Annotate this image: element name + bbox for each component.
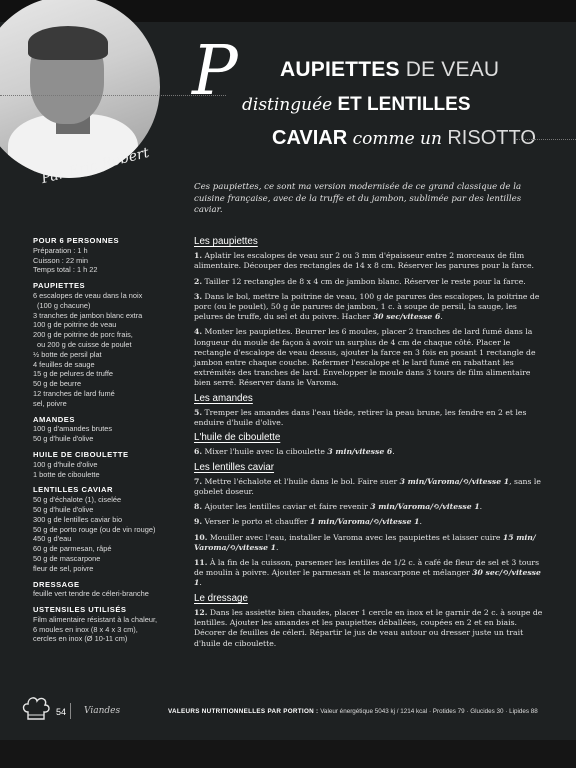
step: 12. Dans les assiette bien chaudes, placer 1 cercle en inox et le garnir de 2 c. à soupe de lentilles. Ajouter les amandes et les paupiettes déballées, coupées en 2 et en biais. Décorer de feuilles de céleri. Répartir le jus de veau autour ou dresser juste un trait d'huile de ciboulette. — [194, 607, 543, 648]
ingredient: feuille vert tendre de céleri-branche — [33, 589, 149, 599]
footer-divider — [70, 703, 71, 719]
step: 1. Aplatir les escalopes de veau sur 2 ou 3 mm d'épaisseur entre 2 morceaux de film alimentaire. Découper des rectangles de 14 x 8 cm. Réserver les parures pour la farce. — [194, 251, 534, 271]
title-initial: P — [192, 32, 238, 111]
ingredient: 3 tranches de jambon blanc extra — [33, 310, 143, 320]
step: 3. Dans le bol, mettre la poitrine de veau, 100 g de parures des escalopes, la poitrine de porc (ou le poulet), 50 g de parures de jambon, 1 c. à soupe de persil, la sauge, les pelures de truffe, du sel et du poivre. Hacher 30 sec/vitesse 6. — [194, 291, 540, 322]
ingredient: 15 g de pelures de truffe — [33, 369, 113, 379]
recipe-steps — [194, 234, 546, 654]
step: 5. Tremper les amandes dans l'eau tiède, retirer la peau brune, les fendre en 2 et les enduire d'huile d'olive. — [194, 407, 527, 428]
utensil: 6 moules en inox (8 x 4 x 3 cm), — [33, 624, 138, 634]
ingredient: 50 g de mascarpone — [33, 553, 101, 563]
recipe-intro: Ces paupiettes, ce sont ma version modernisée de ce grand classique de la cuisine française, avec de la truffe et du jambon, sublimée par des lentilles caviar. — [194, 182, 522, 215]
title-line-3: CAVIAR comme un RISOTTO — [272, 127, 536, 149]
ingredient: 100 g d'huile d'olive — [33, 459, 98, 469]
paupiettes-heading: PAUPIETTES — [33, 281, 86, 291]
servings-heading: POUR 6 PERSONNES — [33, 236, 120, 245]
dressage-heading: DRESSAGE — [33, 579, 80, 589]
ciboulette-heading: HUILE DE CIBOULETTE — [33, 449, 129, 459]
step: 7. Mettre l'échalote et l'huile dans le bol. Faire suer 3 min/Varoma/⟲/vitesse 1, sans le gobelet doseur. — [194, 476, 541, 497]
step: 2. Tailler 12 rectangles de 8 x 4 cm de jambon blanc. Réserver le reste pour la farce. — [194, 276, 526, 286]
page-number: 54 — [56, 707, 67, 717]
ingredient: 50 g d'huile d'olive — [33, 434, 94, 444]
title-rule-left — [0, 95, 226, 96]
chef-hair — [28, 26, 108, 60]
ingredient: 450 g d'eau — [33, 534, 72, 544]
step: 9. Verser le porto et chauffer 1 min/Varoma/⟲/vitesse 1. — [194, 517, 422, 527]
time-item: Cuisson : 22 min — [33, 255, 89, 265]
time-item: Préparation : 1 h — [33, 245, 88, 255]
chef-hat-icon — [20, 694, 52, 724]
ingredients-sidebar — [33, 236, 173, 644]
title-rule-right — [516, 139, 576, 140]
ingredient: 60 g de parmesan, râpé — [33, 544, 112, 554]
ingredient: (100 g chacune) — [37, 300, 91, 310]
ingredient: 6 escalopes de veau dans la noix — [33, 290, 143, 300]
step: 4. Monter les paupiettes. Beurrer les 6 moules, placer 2 tranches de lard fumé dans la longueur du moule de façon à avoir un surplus de 4 cm de chaque côté. Placer le rectangle d'escalope de veau dessus, ajouter la farce en 3 fois en posant 1 rectangle de jambon entre chaque couche. Refermer l'escalope et le lard fumé en rabattant les extrémités des tranches de lard. Envelopper le moule dans 3 tours de film alimentaire bien serré. Réserver dans le Varoma. — [194, 327, 536, 388]
utensil: cercles en inox (Ø 10-11 cm) — [33, 634, 128, 644]
ingredient: ½ botte de persil plat — [33, 349, 102, 359]
step: 10. Mouiller avec l'eau, installer le Varoma avec les paupiettes et laisser cuire 15 min/ Varoma/⟲/vitesse 1. — [194, 532, 536, 552]
section-name: Viandes — [84, 706, 121, 716]
section-heading-ciboulette: L'huile de ciboulette — [194, 432, 281, 444]
section-heading-lentilles: Les lentilles caviar — [194, 461, 275, 473]
recipe-title — [190, 32, 570, 158]
ingredient: 12 tranches de lard fumé — [33, 388, 115, 398]
lentilles-heading: LENTILLES CAVIAR — [33, 485, 113, 495]
section-heading-amandes: Les amandes — [194, 392, 253, 404]
nutrition-info: VALEURS NUTRITIONNELLES PAR PORTION : Valeur énergétique 5043 kj / 1214 kcal · Protides 79 · Glucides 30 · Lipides 88 — [168, 708, 538, 715]
ingredient: 200 g de poitrine de porc frais, — [33, 330, 133, 340]
author-signature: Par Eric Robert — [39, 144, 151, 188]
ingredient: 50 g de beurre — [33, 379, 82, 389]
ingredient: ou 200 g de cuisse de poulet — [37, 339, 132, 349]
bottom-band — [0, 740, 576, 768]
amandes-heading: AMANDES — [33, 414, 75, 424]
time-item: Temps total : 1 h 22 — [33, 265, 98, 275]
ingredient: fleur de sel, poivre — [33, 563, 94, 573]
title-line-1: AUPIETTES DE VEAU — [280, 58, 500, 81]
step: 11. À la fin de la cuisson, parsemer les lentilles de 1/2 c. à café de fleur de sel et 3 tours de moulin à poivre. Ajouter le parmesan et le mascarpone et mélanger 30 sec/⟲/vitesse 1. — [194, 558, 541, 588]
section-heading-dressage: Le dressage — [194, 592, 248, 604]
ingredient: 300 g de lentilles caviar bio — [33, 514, 123, 524]
ingredient: 4 feuilles de sauge — [33, 359, 95, 369]
section-heading-paupiettes: Les paupiettes — [194, 236, 258, 247]
step: 8. Ajouter les lentilles caviar et faire revenir 3 min/Varoma/⟲/vitesse 1. — [194, 502, 483, 512]
ingredient: 50 g de porto rouge (ou de vin rouge) — [33, 524, 156, 534]
ingredient: 50 g d'huile d'olive — [33, 504, 94, 514]
ingredient: 100 g d'amandes brutes — [33, 424, 113, 434]
ingredient: 1 botte de ciboulette — [33, 469, 100, 479]
ingredient: 50 g d'échalote (1), ciselée — [33, 495, 122, 505]
ingredient: sel, poivre — [33, 398, 67, 408]
title-line-2: distinguée ET LENTILLES — [242, 94, 471, 115]
step: 6. Mixer l'huile avec la ciboulette 3 min/vitesse 6. — [194, 447, 395, 457]
ingredient: 100 g de poitrine de veau — [33, 320, 117, 330]
ustensiles-heading: USTENSILES UTILISÉS — [33, 605, 127, 615]
utensil: Film alimentaire résistant à la chaleur, — [33, 614, 158, 624]
